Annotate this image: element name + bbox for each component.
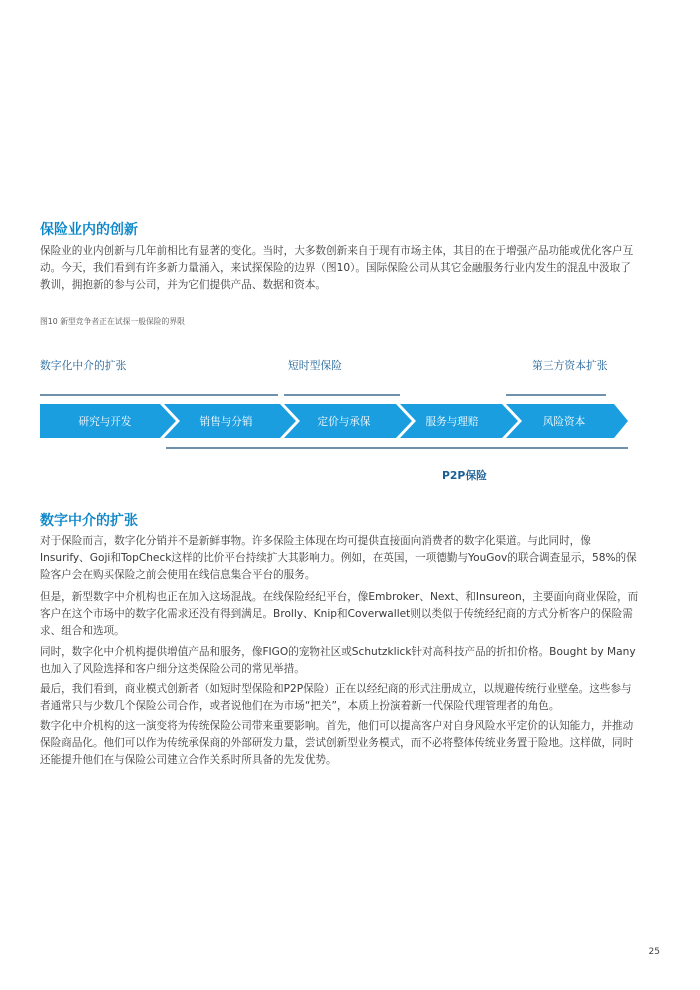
page-number: 25 xyxy=(648,947,660,957)
intro-paragraph: 保险业的业内创新与几年前相比有显著的变化。当时，大多数创新来自于现有市场主体，其目的在于增强产品功能或优化客户互动。今天，我们看到有许多新力量涌入，来试探保险的边界（图10）。国际保险公司从其它金融服务行业内发生的混乱中汲取了教训，拥抱新的参与公司，并为它们提供产品、数据和资本。 xyxy=(40,245,634,291)
body-paragraph-3: 同时，数字化中介机构提供增值产品和服务，像FIGO的宠物社区或Schutzklick针对高科技产品的折扣价格。Bought by Many也加入了风险选择和客户细分这类保险公司的常见举措。 xyxy=(40,646,636,675)
top-label-digital-intermediary: 数字化中介的扩张 xyxy=(40,359,127,372)
bottom-label-p2p: P2P保险 xyxy=(442,469,487,482)
segment-label-service: 服务与理赔 xyxy=(425,416,479,428)
body-paragraph-4: 最后，我们看到，商业模式创新者（如短时型保险和P2P保险）正在以经纪商的形式注册成立，以规避传统行业壁垒。这些参与者通常只与少数几个保险公司合作，或者说他们在为市场“把关”，本质上扮演着新一代保险代理管理者的角色。 xyxy=(40,683,632,712)
section-heading-digital-intermediary: 数字中介的扩张 xyxy=(40,513,138,529)
section-heading-innovation: 保险业内的创新 xyxy=(40,222,138,238)
segment-label-risk-capital: 风险资本 xyxy=(542,416,586,428)
segment-label-research: 研究与开发 xyxy=(78,416,132,428)
body-paragraph-1: 对于保险而言，数字化分销并不是新鲜事物。许多保险主体现在均可提供直接面向消费者的数字化渠道。与此同时，像Insurify、Goji和TopCheck这样的比价平台持续扩大其影响力。例如，在英国，一项德勤与YouGov的联合调查显示，58%的保险客户会在购买保险之前会使用在线信息集合平台的服务。 xyxy=(40,535,637,581)
segment-label-sales: 销售与分销 xyxy=(199,416,253,428)
body-paragraph-5: 数字化中介机构的这一演变将为传统保险公司带来重要影响。首先，他们可以提高客户对自身风险水平定价的认知能力，并推动保险商品化。他们可以作为传统承保商的外部研发力量，尝试创新型业务模式，而不必将整体传统业务置于险地。这样做，同时还能提升他们在与保险公司建立合作关系时所具备的先发优势。 xyxy=(40,720,634,766)
segment-label-pricing: 定价与承保 xyxy=(317,416,371,428)
body-paragraph-2: 但是，新型数字中介机构也正在加入这场混战。在线保险经纪平台，像Embroker、Next、和Insureon，主要面向商业保险，而客户在这个市场中的数字化需求还没有得到满足。Brolly、Knip和Coverwallet则以类似于传统经纪商的方式分析客户的保险需求、组合和选项。 xyxy=(40,591,639,637)
top-label-third-party-capital: 第三方资本扩张 xyxy=(532,359,608,372)
value-chain-svg xyxy=(0,350,700,490)
figure-caption: 图10 新型竞争者正在试探一般保险的界限 xyxy=(40,317,185,326)
value-chain-diagram xyxy=(0,350,700,490)
top-label-short-term-insurance: 短时型保险 xyxy=(288,359,342,372)
